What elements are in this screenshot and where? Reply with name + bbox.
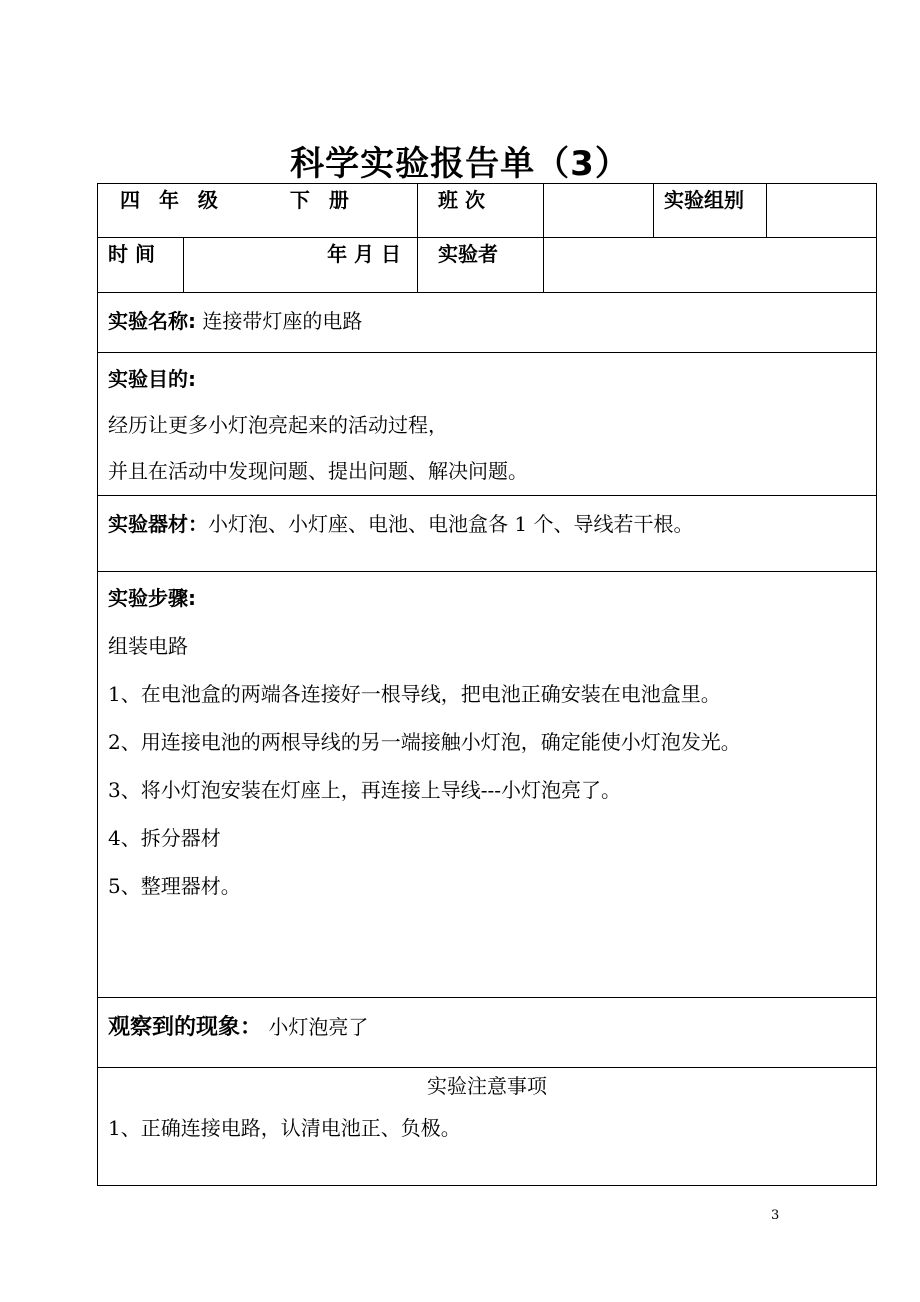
step-line: 4、拆分器材 (108, 826, 221, 850)
purpose-line: 并且在活动中发现问题、提出问题、解决问题。 (108, 459, 528, 483)
materials-row (98, 496, 877, 572)
notes-cell (98, 1068, 877, 1186)
class-value (544, 184, 654, 238)
materials-cell (98, 496, 877, 572)
notes-line: 1、正确连接电路，认清电池正、负极。 (108, 1116, 461, 1140)
name-row (98, 293, 877, 353)
purpose-line: 经历让更多小灯泡亮起来的活动过程， (108, 413, 448, 437)
report-title: 科学实验报告单（3） (290, 144, 630, 184)
class-label: 班 次 (418, 184, 544, 238)
observation-cell (98, 998, 877, 1068)
materials-label: 实验器材： (108, 512, 208, 536)
name-value: 连接带灯座的电路 (202, 309, 363, 333)
header-row-2 (98, 238, 877, 293)
notes-row (98, 1068, 877, 1186)
purpose-row (98, 353, 877, 496)
materials-value: 小灯泡、小灯座、电池、电池盒各 1 个、导线若干根。 (208, 512, 694, 536)
step-line: 5、整理器材。 (108, 874, 241, 898)
steps-cell (98, 572, 877, 998)
notes-title: 实验注意事项 (427, 1074, 547, 1098)
step-line: 1、在电池盒的两端各连接好一根导线，把电池正确安装在电池盒里。 (108, 682, 721, 706)
group-label: 实验组别 (654, 184, 767, 238)
name-label: 实验名称: (108, 309, 196, 333)
step-line: 2、用连接电池的两根导线的另一端接触小灯泡，确定能使小灯泡发光。 (108, 730, 741, 754)
purpose-cell (98, 353, 877, 496)
experimenter-label: 实验者 (418, 238, 544, 293)
group-value (767, 184, 877, 238)
date-text: 年 月 日 (184, 238, 418, 293)
step-line: 组装电路 (108, 634, 188, 658)
purpose-label: 实验目的: (108, 367, 196, 391)
time-label: 时 间 (98, 238, 184, 293)
report-table (97, 183, 877, 1186)
steps-label: 实验步骤: (108, 586, 196, 610)
observation-value: 小灯泡亮了 (268, 1015, 369, 1039)
grade-cell (98, 184, 418, 238)
header-row-1 (98, 184, 877, 238)
step-line: 3、将小灯泡安装在灯座上，再连接上导线---小灯泡亮了。 (108, 778, 621, 802)
name-cell (98, 293, 877, 353)
page-number: 3 (771, 1208, 780, 1223)
grade-text: 四 年 级 (120, 188, 224, 212)
observation-row (98, 998, 877, 1068)
steps-row (98, 572, 877, 998)
volume-text: 下 册 (289, 188, 355, 212)
experimenter-value (544, 238, 877, 293)
observation-label: 观察到的现象： (108, 1015, 263, 1040)
